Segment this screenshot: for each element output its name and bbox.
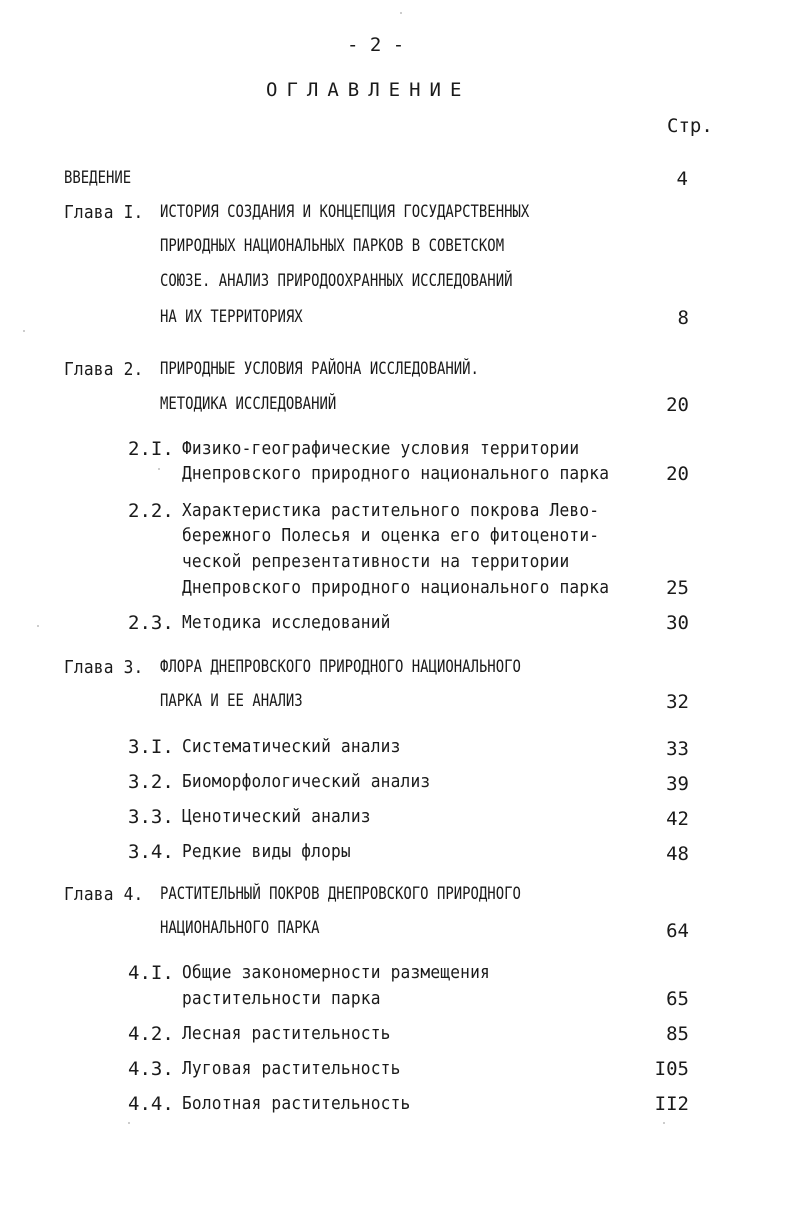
toc-ch2-line: ПРИРОДНЫЕ УСЛОВИЯ РАЙОНА ИССЛЕДОВАНИЙ.: [160, 359, 479, 379]
toc-ch4-s1-line: Общие закономерности размещения: [182, 962, 490, 983]
toc-ch3-s1-page: 33: [666, 738, 689, 760]
toc-ch1-line: НА ИХ ТЕРРИТОРИЯХ: [160, 307, 303, 327]
toc-ch2-s3-page: 30: [666, 612, 689, 634]
toc-ch3-s4-label: Редкие виды флоры: [182, 841, 351, 862]
toc-ch4-s4-num: 4.4.: [128, 1093, 174, 1115]
toc-ch3-s3-label: Ценотический анализ: [182, 806, 371, 827]
toc-intro-page: 4: [676, 168, 688, 190]
page-title: ОГЛАВЛЕНИЕ: [266, 79, 471, 101]
toc-ch3-s2-page: 39: [666, 773, 689, 795]
toc-ch1-line: СОЮЗЕ. АНАЛИЗ ПРИРОДООХРАННЫХ ИССЛЕДОВАНИЙ: [160, 271, 513, 291]
toc-ch1-line: ИСТОРИЯ СОЗДАНИЯ И КОНЦЕПЦИЯ ГОСУДАРСТВЕННЫХ: [160, 202, 530, 222]
toc-ch3-s1-num: 3.I.: [128, 736, 174, 758]
toc-ch3-prefix: Глава 3.: [64, 657, 144, 678]
toc-ch2-s2-line: бережного Полесья и оценка его фитоценоти-: [182, 525, 600, 546]
toc-ch4-s3-page: I05: [654, 1058, 689, 1080]
toc-ch1-page: 8: [677, 307, 689, 329]
toc-ch2-s2-page: 25: [666, 577, 689, 599]
toc-ch4-s4-label: Болотная растительность: [182, 1093, 411, 1114]
toc-ch4-page: 64: [666, 920, 689, 942]
toc-ch3-s2-num: 3.2.: [128, 771, 174, 793]
scan-speck: [23, 330, 25, 332]
toc-ch2-s3-num: 2.3.: [128, 612, 174, 634]
page-column-label: Стр.: [667, 115, 713, 137]
toc-ch2-prefix: Глава 2.: [64, 359, 144, 380]
toc-ch2-s2-line: ческой репрезентативности на территории: [182, 551, 570, 572]
toc-ch3-s2-label: Биоморфологический анализ: [182, 771, 431, 792]
toc-ch1-line: ПРИРОДНЫХ НАЦИОНАЛЬНЫХ ПАРКОВ В СОВЕТСКОМ: [160, 236, 505, 256]
toc-ch4-s1-line: растительности парка: [182, 988, 381, 1009]
scan-speck: [400, 12, 402, 14]
toc-ch4-s1-num: 4.I.: [128, 962, 174, 984]
toc-ch4-s1-page: 65: [666, 988, 689, 1010]
toc-ch3-line: ПАРКА И ЕЕ АНАЛИЗ: [160, 691, 303, 711]
toc-ch2-s2-num: 2.2.: [128, 500, 174, 522]
toc-intro-label: ВВЕДЕНИЕ: [64, 168, 132, 188]
toc-ch2-s1-line: Днепровского природного национального парка: [182, 463, 610, 484]
toc-ch4-prefix: Глава 4.: [64, 884, 144, 905]
toc-ch2-s2-line: Днепровского природного национального парка: [182, 577, 610, 598]
scan-speck: [158, 468, 160, 470]
toc-ch4-s2-num: 4.2.: [128, 1023, 174, 1045]
toc-ch4-line: РАСТИТЕЛЬНЫЙ ПОКРОВ ДНЕПРОВСКОГО ПРИРОДНОГО: [160, 884, 521, 904]
scan-speck: [663, 1122, 665, 1124]
toc-ch1-prefix: Глава I.: [64, 202, 144, 223]
toc-ch2-s3-line: Методика исследований: [182, 612, 391, 633]
toc-ch2-s1-num: 2.I.: [128, 438, 174, 460]
toc-ch3-line: ФЛОРА ДНЕПРОВСКОГО ПРИРОДНОГО НАЦИОНАЛЬНОГО: [160, 657, 521, 677]
page-number: - 2 -: [347, 34, 405, 56]
toc-ch4-s4-page: II2: [654, 1093, 689, 1115]
toc-ch4-s2-label: Лесная растительность: [182, 1023, 391, 1044]
toc-ch4-s3-label: Луговая растительность: [182, 1058, 401, 1079]
toc-ch3-s4-num: 3.4.: [128, 841, 174, 863]
toc-ch2-page: 20: [666, 394, 689, 416]
toc-ch4-s2-page: 85: [666, 1023, 689, 1045]
toc-ch2-s1-page: 20: [666, 463, 689, 485]
scan-speck: [128, 1122, 130, 1124]
toc-ch3-s3-page: 42: [666, 808, 689, 830]
toc-ch3-s3-num: 3.3.: [128, 806, 174, 828]
toc-ch3-s4-page: 48: [666, 843, 689, 865]
toc-ch3-page: 32: [666, 691, 689, 713]
toc-ch2-s1-line: Физико-географические условия территории: [182, 438, 580, 459]
toc-ch3-s1-label: Систематический анализ: [182, 736, 401, 757]
scan-speck: [37, 625, 39, 627]
toc-ch2-s2-line: Характеристика растительного покрова Лево-: [182, 500, 600, 521]
toc-ch4-s3-num: 4.3.: [128, 1058, 174, 1080]
toc-ch2-line: МЕТОДИКА ИССЛЕДОВАНИЙ: [160, 394, 337, 414]
toc-ch4-line: НАЦИОНАЛЬНОГО ПАРКА: [160, 918, 320, 938]
